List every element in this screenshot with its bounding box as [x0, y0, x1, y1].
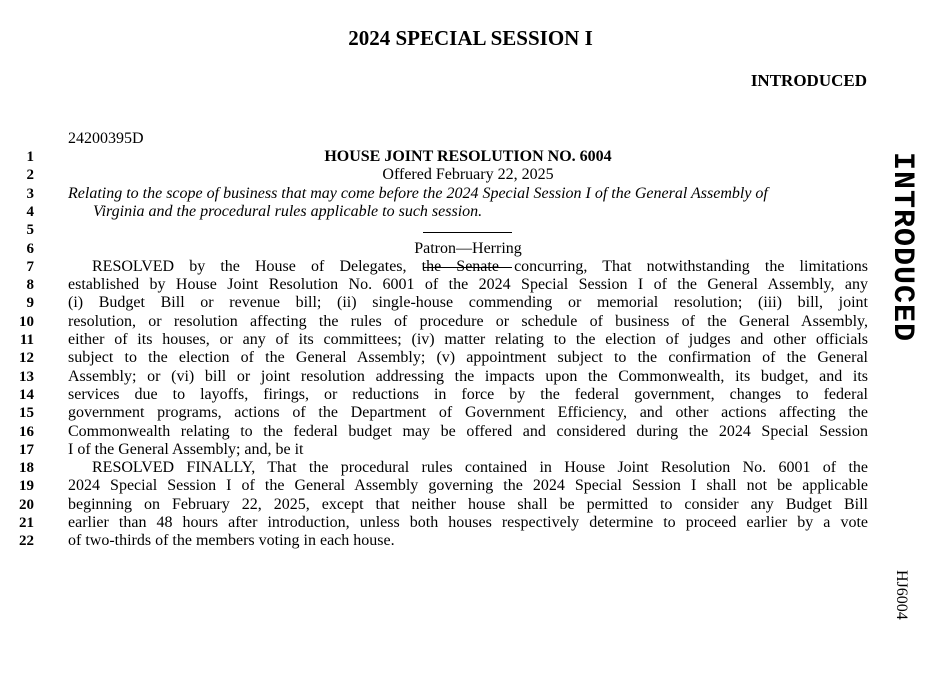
line-number: 3 [26, 185, 34, 202]
line-number: 13 [19, 368, 34, 385]
body-line: Commonwealth relating to the federal budget may be offered and considered during the 2024 Special Session [68, 422, 868, 440]
line-number: 6 [26, 240, 34, 257]
body-line: 2024 Special Session I of the General Assembly governing the 2024 Special Session I shall not be applicable [68, 477, 868, 495]
line-number: 21 [19, 515, 34, 531]
rule-top [423, 232, 512, 233]
body-line: resolution, or resolution affecting the rules of procedure or schedule of business of the General Assembly, [68, 312, 868, 330]
line-number: 19 [19, 478, 34, 495]
document-code: 24200395D [68, 130, 144, 147]
body-line: services due to layoffs, firings, or reductions in force by the federal government, changes to federal [68, 385, 868, 403]
line-number: 8 [26, 277, 34, 294]
line-number: 16 [19, 423, 34, 440]
body-line: Assembly; or (vi) bill or joint resolution addressing the impacts upon the Commonwealth, its budget, and its [68, 367, 868, 385]
offered-date: Offered February 22, 2025 [382, 166, 554, 184]
body-line: either of its houses, or any of its committees; (iv) matter relating to the election of judges and other officials [68, 331, 868, 348]
body-line: of two-thirds of the members voting in each house. [68, 532, 395, 550]
line-number: 9 [26, 295, 34, 312]
body-line: RESOLVED by the House of Delegates, the Senate concurring, That notwithstanding the limitations [92, 257, 868, 275]
body-line: established by House Joint Resolution No. 6001 of the 2024 Special Session I of the General Assembly, any [68, 276, 868, 294]
line-number: 20 [19, 496, 34, 513]
body-line: beginning on February 22, 2025, except that neither house shall be permitted to consider any Budget Bill [68, 495, 868, 513]
session-title: 2024 SPECIAL SESSION I [348, 26, 593, 50]
line-number: 15 [19, 405, 34, 422]
body-line: government programs, actions of the Department of Government Efficiency, and other actions affecting the [68, 404, 868, 422]
line-number: 5 [26, 222, 34, 239]
body-line: subject to the election of the General Assembly; (v) appointment subject to the confirmation of the General [68, 349, 868, 367]
body-line: I of the General Assembly; and, be it [68, 440, 304, 458]
summary-line-2: Virginia and the procedural rules applicable to such session. [93, 202, 483, 220]
line-number: 4 [26, 203, 34, 220]
line-number: 17 [19, 441, 34, 458]
line-number: 18 [19, 460, 34, 477]
resolution-title: HOUSE JOINT RESOLUTION NO. 6004 [324, 148, 612, 165]
line-number: 11 [19, 332, 34, 348]
patron: Patron—Herring [414, 240, 522, 257]
line-number: 10 [19, 313, 34, 330]
line-number: 2 [26, 167, 34, 184]
line-number: 14 [19, 386, 34, 403]
status-label: INTRODUCED [750, 71, 867, 90]
line-number: 7 [26, 258, 34, 275]
body-line: (i) Budget Bill or revenue bill; (ii) single-house commending or memorial resolution; (iii) bill, joint [68, 294, 868, 312]
line-number: 1 [26, 149, 34, 165]
summary-line-1: Relating to the scope of business that may come before the 2024 Special Session I of the General Assembly of [68, 184, 768, 202]
body-line: RESOLVED FINALLY, That the procedural rules contained in House Joint Resolution No. 6001 of the [92, 459, 868, 477]
line-number: 22 [19, 533, 34, 550]
side-banner: INTRODUCED [885, 152, 919, 343]
side-code: HJ6004 [893, 570, 910, 620]
line-number: 12 [19, 350, 34, 367]
body-line: earlier than 48 hours after introduction, unless both houses respectively determine to proceed earlier by a vote [68, 514, 868, 531]
